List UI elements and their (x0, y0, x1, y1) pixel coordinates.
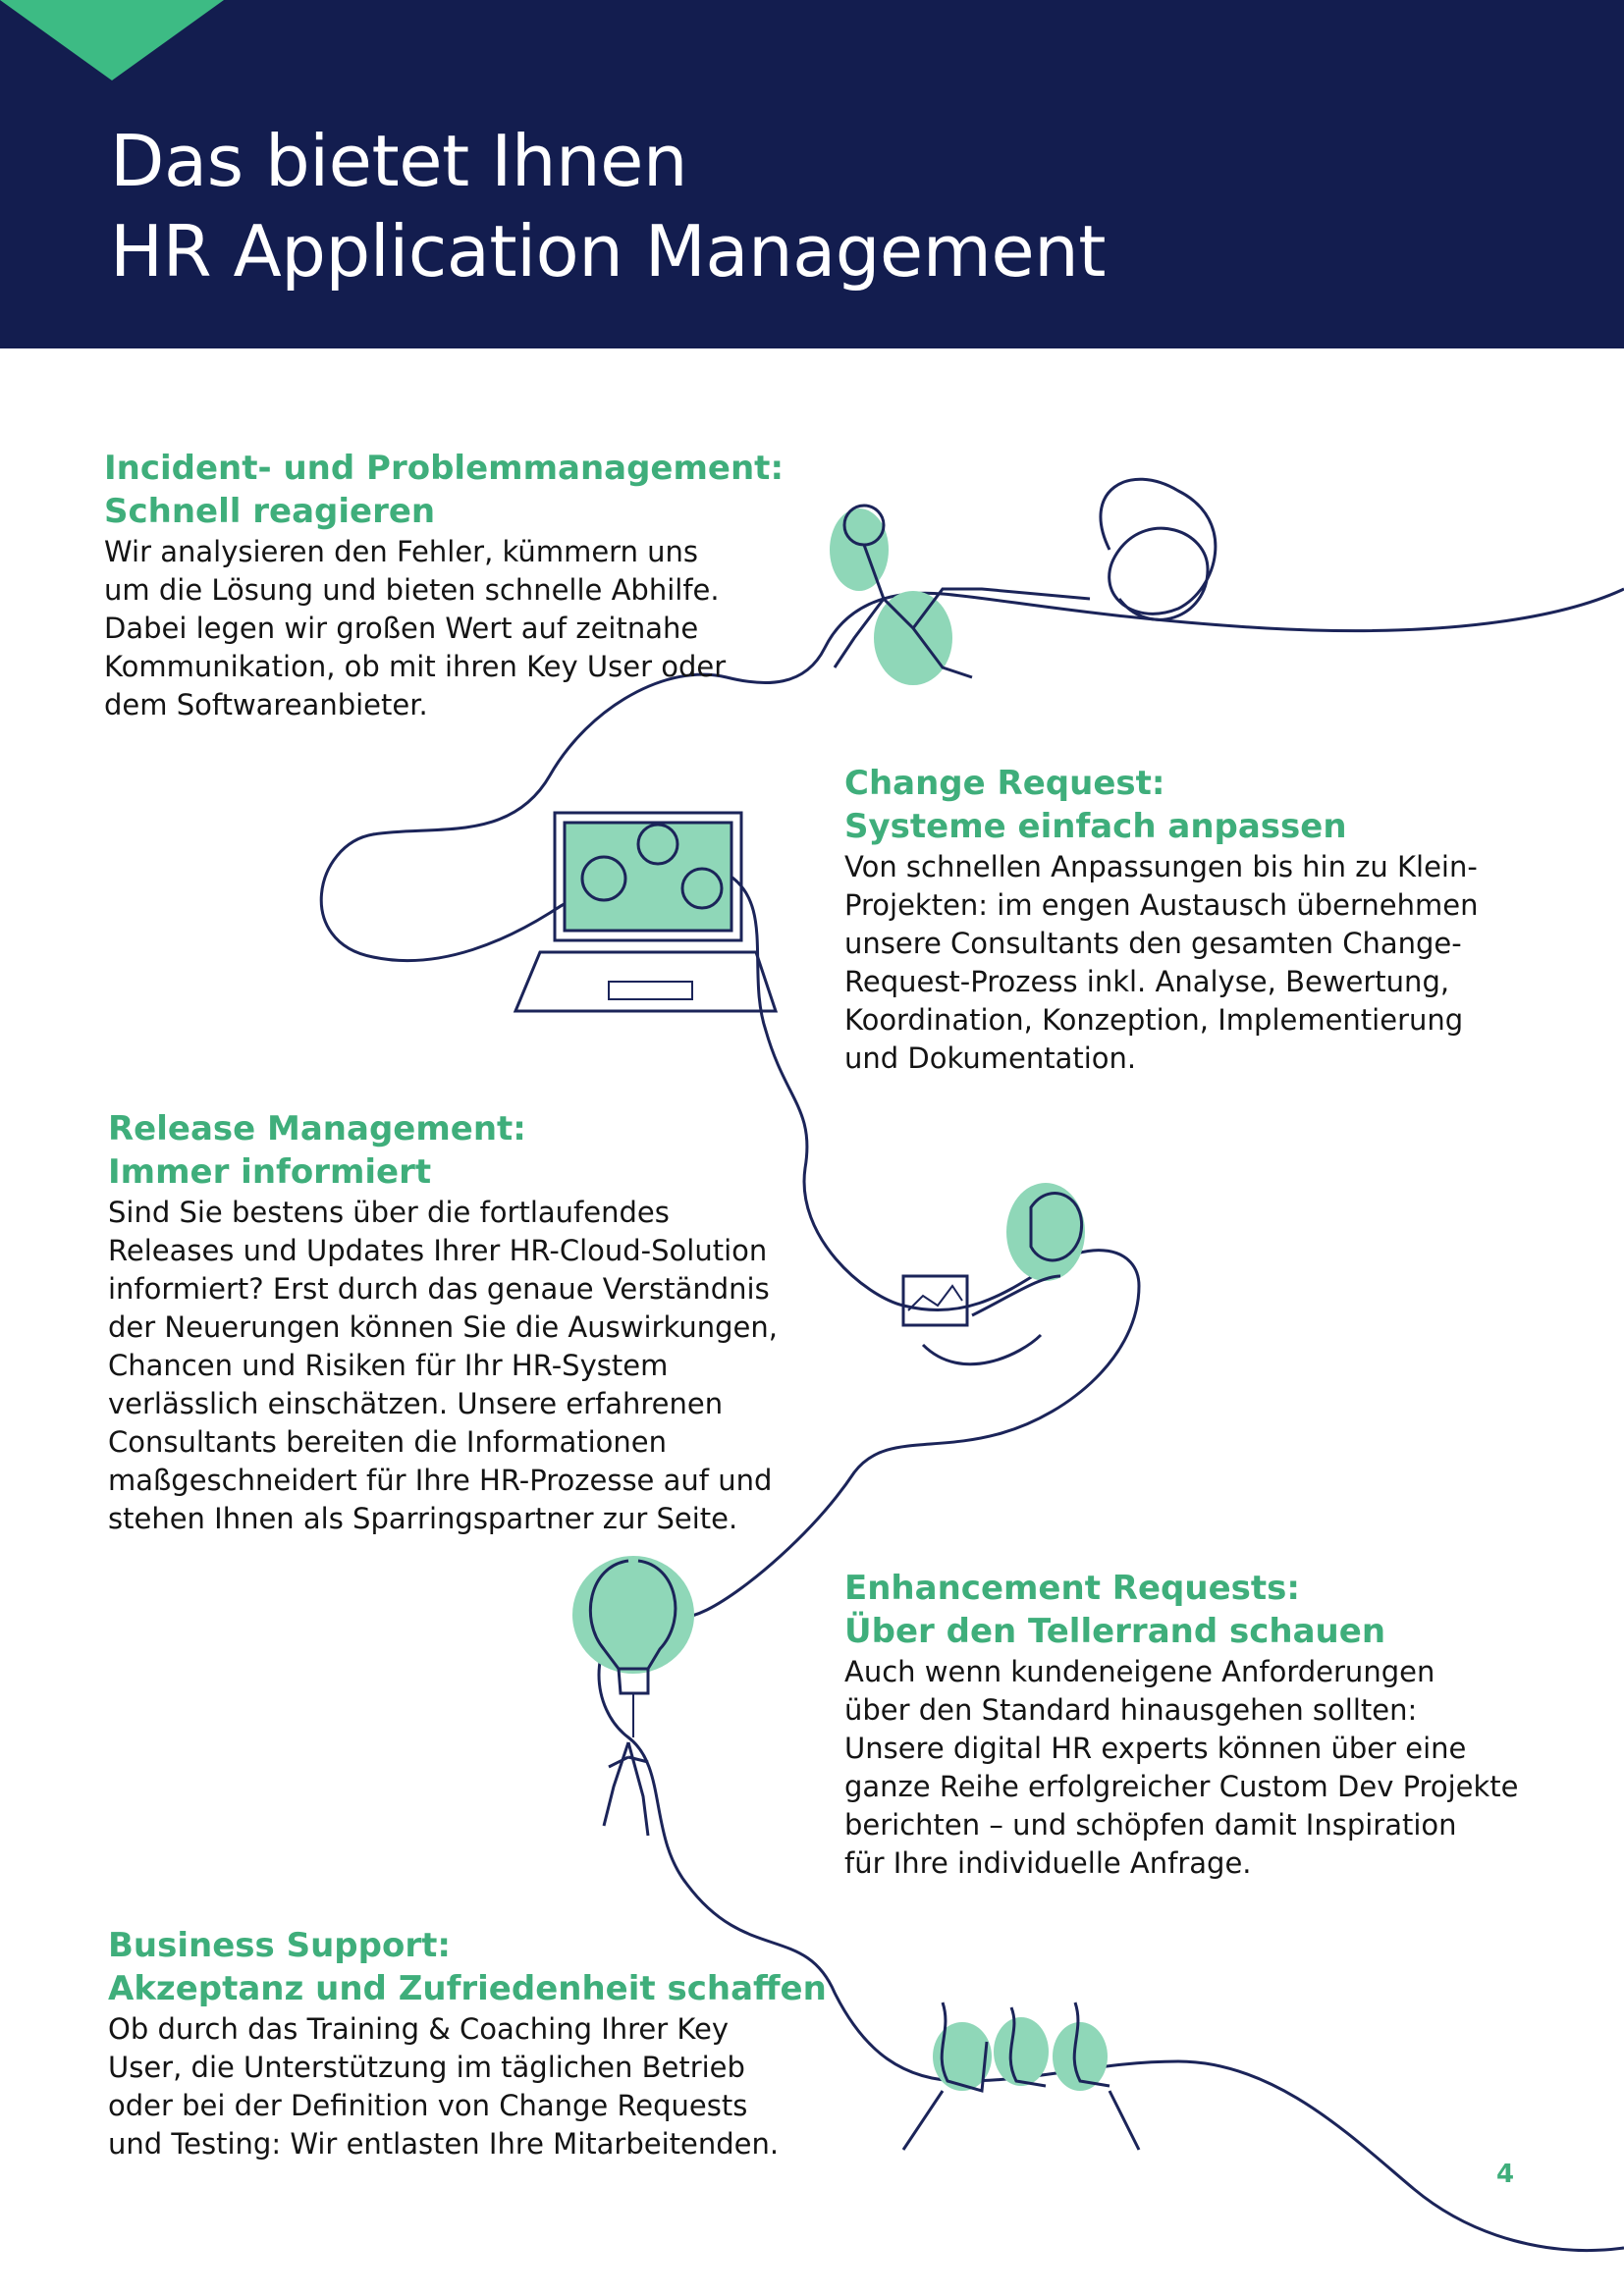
lightbulb-balloon-icon (572, 1556, 694, 1836)
section-enhancement-requests (844, 1567, 1518, 1883)
page-title (110, 116, 1106, 296)
header-banner (0, 0, 1624, 348)
section-incident (104, 447, 784, 724)
section-body: Wir analysieren den Fehler, kümmern uns um die Lösung und bieten schnelle Abhilfe. Dabei legen wir großen Wert auf zeitnahe Kommunikation, ob mit ihren Key User oder dem Softwareanbieter. (104, 535, 727, 721)
section-release-management (108, 1107, 778, 1538)
title-line-2: HR Application Management (110, 210, 1107, 293)
section-heading: Business Support: Akzeptanz und Zufriedenheit schaffen (108, 1926, 827, 2008)
tug-of-war-tangle-icon (830, 479, 1216, 685)
section-body: Ob durch das Training & Coaching Ihrer Key User, die Unterstützung im täglichen Betrieb oder bei der Definition von Change Requests und Testing: Wir entlasten Ihre Mitarbeitenden. (108, 2012, 780, 2161)
section-body: Von schnellen Anpassungen bis hin zu Klein- Projekten: im engen Austausch übernehmen unsere Consultants den gesamten Change- Request-Prozess inkl. Analyse, Bewertung, Koordination, Konzeption, Implementierung und Dokumentation. (844, 850, 1479, 1075)
section-heading: Release Management: Immer informiert (108, 1109, 526, 1192)
section-heading: Enhancement Requests: Über den Tellerrand schauen (844, 1569, 1386, 1651)
section-heading: Change Request: Systeme einfach anpassen (844, 764, 1347, 846)
thumbs-up-hands-icon (903, 2002, 1139, 2150)
page-number: 4 (1496, 2160, 1515, 2189)
section-body: Auch wenn kundeneigene Anforderungen über den Standard hinausgehen sollten: Unsere digital HR experts können über eine ganze Reihe erfolgreicher Custom Dev Projekte berichten – und schöpfen damit Inspiration für Ihre individuelle Anfrage. (844, 1655, 1519, 1880)
title-line-1: Das bietet Ihnen (110, 120, 688, 202)
laptop-gears-icon (515, 813, 776, 1011)
person-with-laptop-icon (903, 1183, 1085, 1364)
section-body: Sind Sie bestens über die fortlaufendes Releases und Updates Ihrer HR-Cloud-Solution informiert? Erst durch das genaue Verständnis der Neuerungen können Sie die Auswirkungen, Chancen und Risiken für Ihr HR-System verlässlich einschätzen. Unsere erfahrenen Consultants bereiten die Informationen maßgeschneidert für Ihre HR-Prozesse auf und stehen Ihnen als Sparringspartner zur Seite. (108, 1196, 778, 1535)
section-business-support (108, 1924, 827, 2163)
corner-triangle-icon (0, 0, 224, 80)
section-heading: Incident- und Problemmanagement: Schnell reagieren (104, 449, 785, 531)
section-change-request (844, 762, 1479, 1078)
